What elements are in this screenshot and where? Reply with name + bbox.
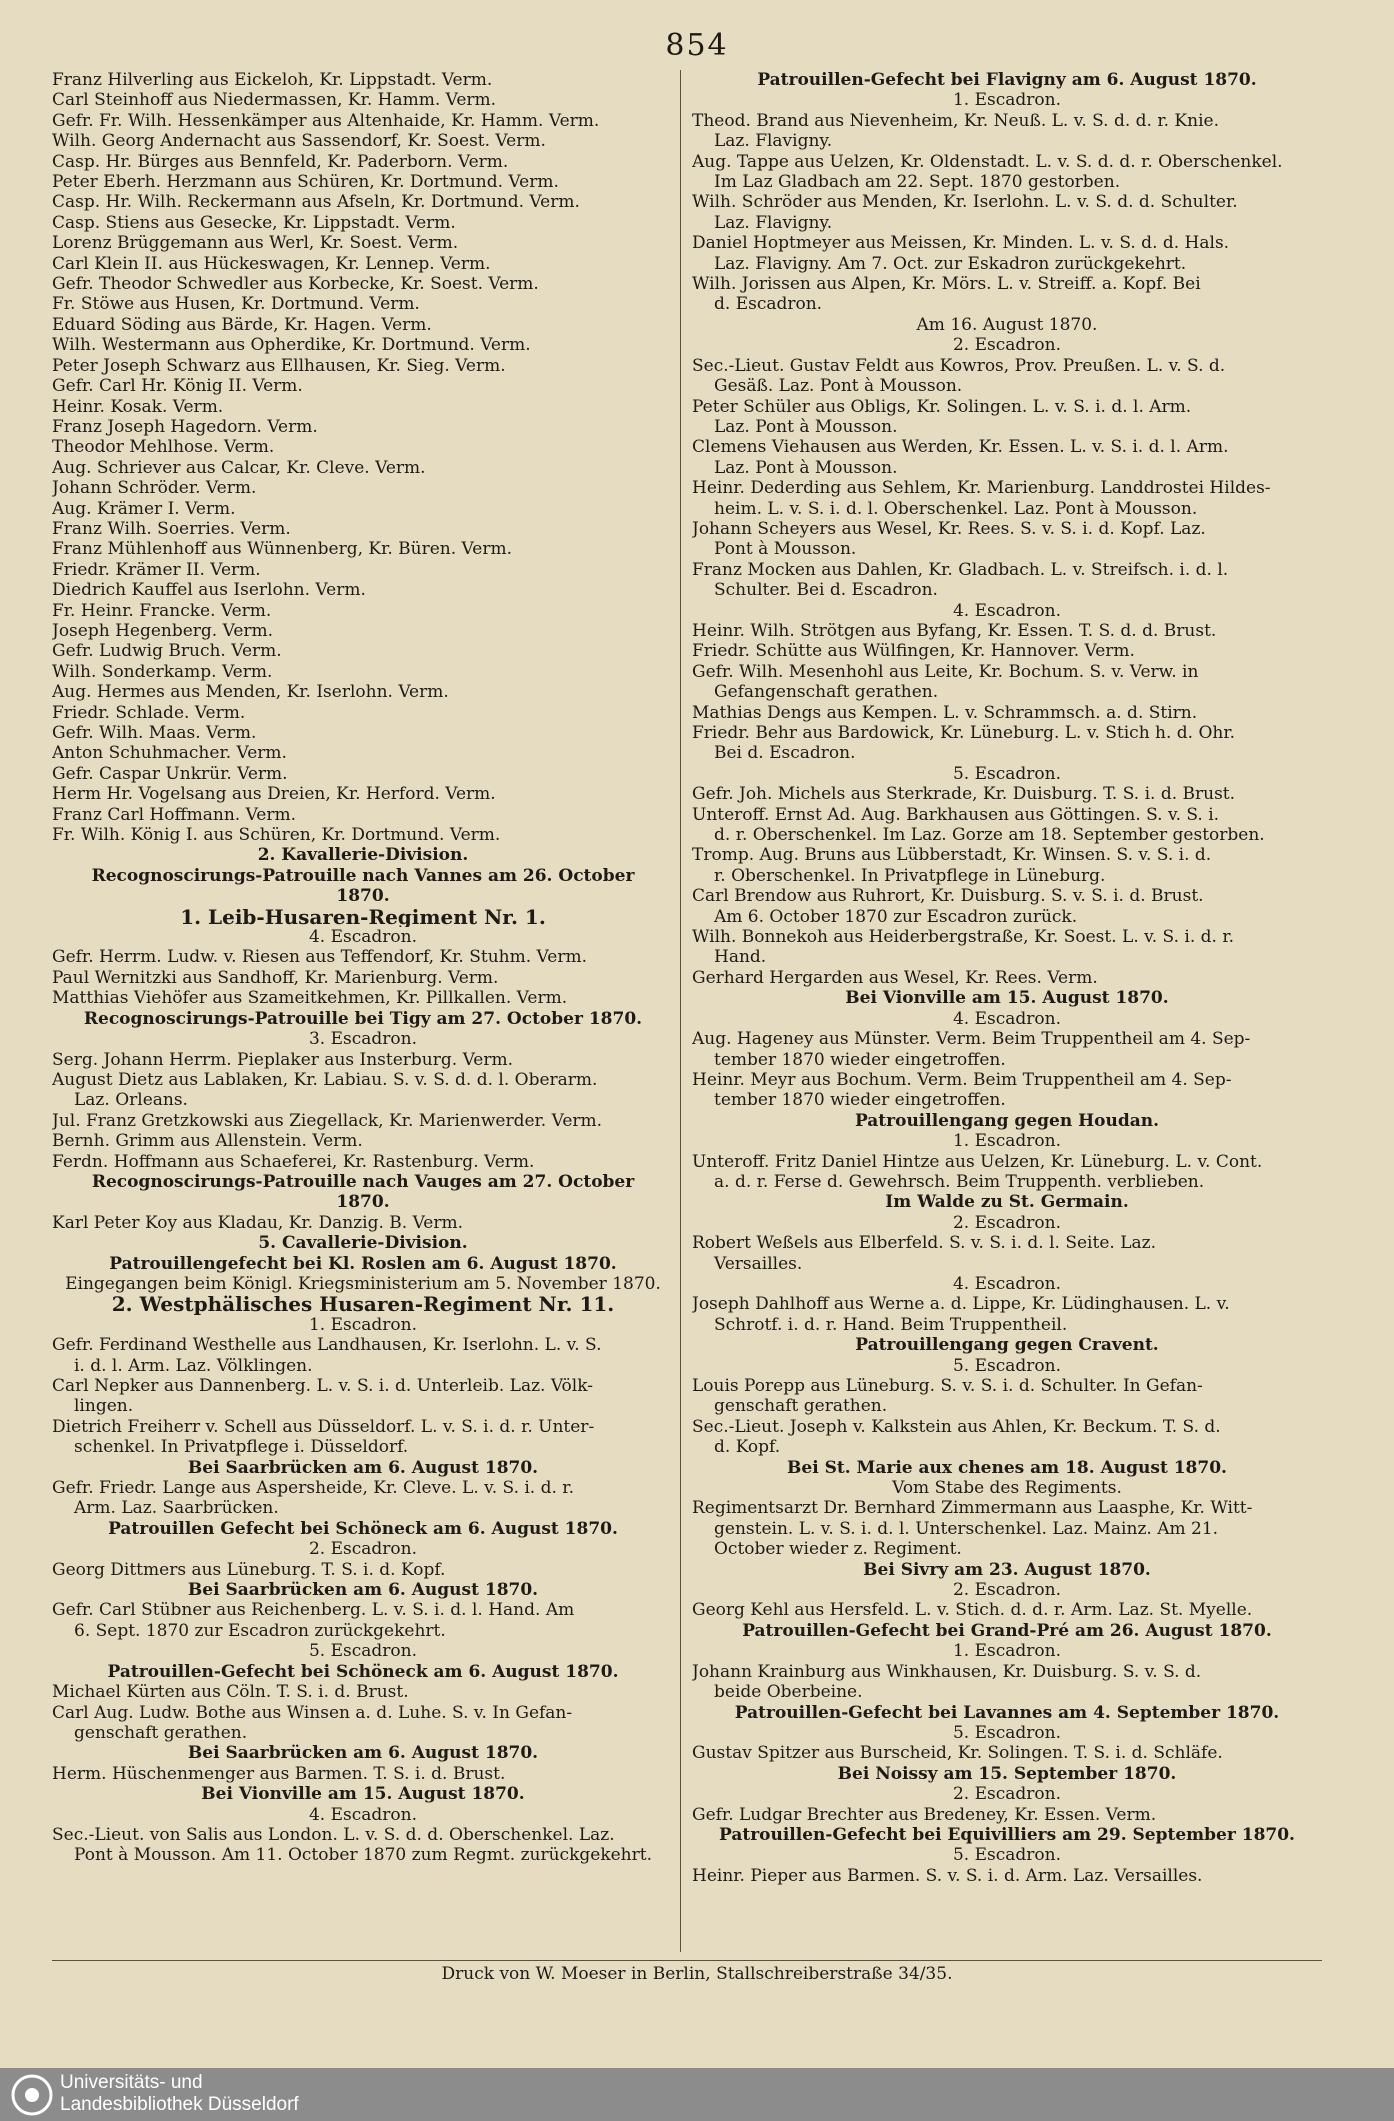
section-heading: 1870. [336, 1192, 390, 1213]
casualty-entry: Clemens Viehausen aus Werden, Kr. Essen. L. v. S. i. d. l. Arm. [692, 437, 1229, 458]
casualty-entry: Wilh. Westermann aus Opherdike, Kr. Dortmund. Verm. [52, 335, 531, 356]
casualty-entry: Franz Hilverling aus Eickeloh, Kr. Lippstadt. Verm. [52, 70, 493, 90]
entry-continuation: d. Kopf. [714, 1437, 781, 1458]
entry-continuation: lingen. [74, 1396, 134, 1417]
casualty-entry: Regimentsarzt Dr. Bernhard Zimmermann aus Laasphe, Kr. Witt- [692, 1498, 1253, 1519]
casualty-entry: Gefr. Wilh. Maas. Verm. [52, 723, 257, 743]
casualty-entry: Carl Klein II. aus Hückeswagen, Kr. Lennep. Verm. [52, 253, 491, 274]
subheading: 4. Escadron. [308, 1804, 417, 1825]
library-logo-icon [10, 2073, 54, 2117]
casualty-entry: Eduard Söding aus Bärde, Kr. Hagen. Verm. [52, 314, 432, 335]
casualty-entry: Unteroff. Fritz Daniel Hintze aus Uelzen, Kr. Lüneburg. L. v. Cont. [692, 1151, 1263, 1172]
casualty-entry: Heinr. Wilh. Strötgen aus Byfang, Kr. Essen. T. S. d. d. Brust. [692, 620, 1217, 641]
casualty-entry: Gefr. Fr. Wilh. Hessenkämper aus Altenhaide, Kr. Hamm. Verm. [52, 110, 600, 131]
casualty-entry: Unteroff. Ernst Ad. Aug. Barkhausen aus Göttingen. S. v. S. i. [692, 804, 1220, 825]
casualty-entry: Jul. Franz Gretzkowski aus Ziegellack, Kr. Marienwerder. Verm. [52, 1110, 603, 1131]
section-heading: Bei Vionville am 15. August 1870. [845, 988, 1169, 1009]
subheading: 1. Escadron. [952, 1131, 1061, 1152]
entry-continuation: Schulter. Bei d. Escadron. [714, 580, 938, 601]
casualty-entry: Gustav Spitzer aus Burscheid, Kr. Solingen. T. S. i. d. Schläfe. [692, 1743, 1223, 1764]
section-heading: Recognoscirungs-Patrouille nach Vannes am 26. October [91, 865, 635, 886]
casualty-entry: Wilh. Georg Andernacht aus Sassendorf, Kr. Soest. Verm. [52, 131, 546, 152]
casualty-entry: Peter Joseph Schwarz aus Ellhausen, Kr. Sieg. Verm. [52, 355, 506, 376]
casualty-entry: Fr. Wilh. König I. aus Schüren, Kr. Dortmund. Verm. [52, 825, 501, 846]
library-name-line1: Universitäts- und [60, 2072, 203, 2093]
casualty-entry: Wilh. Jorissen aus Alpen, Kr. Mörs. L. v. Streiff. a. Kopf. Bei [692, 274, 1201, 295]
casualty-entry: Friedr. Schlade. Verm. [52, 702, 246, 723]
casualty-entry: Lorenz Brüggemann aus Werl, Kr. Soest. Verm. [52, 233, 459, 254]
entry-continuation: genschaft gerathen. [74, 1722, 248, 1743]
casualty-entry: Gefr. Caspar Unkrür. Verm. [52, 763, 288, 784]
casualty-entry: Robert Weßels aus Elberfeld. S. v. S. i. d. l. Seite. Laz. [692, 1233, 1156, 1254]
casualty-entry: Aug. Krämer I. Verm. [52, 498, 236, 519]
casualty-entry: Diedrich Kauffel aus Iserlohn. Verm. [52, 580, 366, 601]
casualty-entry: Herm Hr. Vogelsang aus Dreien, Kr. Herford. Verm. [52, 784, 496, 805]
section-heading: Bei Saarbrücken am 6. August 1870. [187, 1457, 539, 1478]
casualty-entry: Gefr. Theodor Schwedler aus Korbecke, Kr. Soest. Verm. [52, 274, 539, 295]
entry-continuation: Am 6. October 1870 zur Escadron zurück. [714, 906, 1078, 927]
section-heading: Bei Vionville am 15. August 1870. [201, 1784, 525, 1805]
casualty-entry: Tromp. Aug. Bruns aus Lübberstadt, Kr. Winsen. S. v. S. i. d. [692, 845, 1212, 866]
casualty-entry: Gefr. Friedr. Lange aus Aspersheide, Kr. Cleve. L. v. S. i. d. r. [52, 1478, 574, 1499]
entry-continuation: Versailles. [714, 1253, 803, 1274]
casualty-entry: Gefr. Carl Hr. König II. Verm. [52, 376, 303, 397]
casualty-entry: Carl Nepker aus Dannenberg. L. v. S. i. d. Unterleib. Laz. Völk- [52, 1376, 593, 1396]
subheading: 1. Escadron. [952, 1641, 1061, 1662]
entry-continuation: heim. L. v. S. i. d. l. Oberschenkel. Laz. Pont à Mousson. [714, 498, 1198, 519]
section-heading: Bei Noissy am 15. September 1870. [837, 1763, 1177, 1784]
casualty-entry: Sec.-Lieut. Gustav Feldt aus Kowros, Prov. Preußen. L. v. S. d. [692, 355, 1226, 376]
casualty-entry: August Dietz aus Lablaken, Kr. Labiau. S. v. S. d. d. l. Oberarm. [52, 1069, 598, 1090]
casualty-entry: Johann Schröder. Verm. [52, 478, 257, 499]
subheading: 3. Escadron. [308, 1029, 417, 1050]
section-heading: Patrouillengefecht bei Kl. Roslen am 6. August 1870. [109, 1253, 617, 1274]
casualty-entry: Carl Aug. Ludw. Bothe aus Winsen a. d. Luhe. S. v. In Gefan- [52, 1702, 573, 1723]
casualty-entry: Peter Schüler aus Obligs, Kr. Solingen. L. v. S. i. d. l. Arm. [692, 396, 1192, 417]
section-heading: Im Walde zu St. Germain. [885, 1192, 1129, 1213]
casualty-entry: Paul Wernitzki aus Sandhoff, Kr. Marienburg. Verm. [52, 967, 499, 988]
casualty-entry: Johann Scheyers aus Wesel, Kr. Rees. S. v. S. i. d. Kopf. Laz. [692, 518, 1206, 539]
section-heading: Patrouillen-Gefecht bei Schöneck am 6. August 1870. [107, 1661, 619, 1682]
subheading: 2. Escadron. [952, 1212, 1061, 1233]
casualty-entry: Theodor Mehlhose. Verm. [52, 437, 275, 458]
entry-continuation: beide Oberbeine. [714, 1682, 863, 1703]
section-heading: 2. Kavallerie-Division. [257, 845, 469, 866]
subheading: 1. Escadron. [952, 90, 1061, 111]
subheading: 1. Escadron. [308, 1314, 417, 1335]
casualty-entry: Franz Carl Hoffmann. Verm. [52, 804, 297, 825]
subheading: Vom Stabe des Regiments. [892, 1478, 1122, 1499]
section-heading: Bei Saarbrücken am 6. August 1870. [187, 1580, 539, 1601]
casualty-entry: Casp. Stiens aus Gesecke, Kr. Lippstadt. Verm. [52, 212, 456, 233]
casualty-entry: Sec.-Lieut. Joseph v. Kalkstein aus Ahlen, Kr. Beckum. T. S. d. [692, 1416, 1221, 1437]
casualty-entry: Gerhard Hergarden aus Wesel, Kr. Rees. Verm. [692, 967, 1098, 988]
section-heading: Patrouillengang gegen Cravent. [855, 1335, 1159, 1356]
casualty-entry: Heinr. Dederding aus Sehlem, Kr. Marienburg. Landdrostei Hildes- [692, 478, 1271, 499]
entry-continuation: tember 1870 wieder eingetroffen. [714, 1049, 1006, 1070]
subheading: 2. Escadron. [952, 1580, 1061, 1601]
casualty-entry: Georg Kehl aus Hersfeld. L. v. Stich. d. d. r. Arm. Laz. St. Myelle. [692, 1600, 1253, 1621]
page-number: 854 [665, 28, 729, 63]
section-heading: Patrouillen-Gefecht bei Grand-Pré am 26. August 1870. [742, 1620, 1272, 1641]
entry-continuation: tember 1870 wieder eingetroffen. [714, 1090, 1006, 1111]
casualty-entry: Peter Eberh. Herzmann aus Schüren, Kr. Dortmund. Verm. [52, 172, 559, 193]
subheading: 5. Escadron. [308, 1641, 417, 1662]
entry-continuation: i. d. l. Arm. Laz. Völklingen. [74, 1355, 313, 1376]
entry-continuation: genschaft gerathen. [714, 1396, 888, 1417]
entry-continuation: Pont à Mousson. [714, 539, 857, 560]
casualty-entry: Dietrich Freiherr v. Schell aus Düsseldorf. L. v. S. i. d. r. Unter- [52, 1416, 595, 1437]
entry-continuation: Bei d. Escadron. [714, 743, 856, 764]
printer-imprint: Druck von W. Moeser in Berlin, Stallschreiberstraße 34/35. [441, 1964, 953, 1984]
casualty-entry: Bernh. Grimm aus Allenstein. Verm. [52, 1131, 363, 1152]
casualty-entry: Gefr. Ludwig Bruch. Verm. [52, 641, 282, 662]
casualty-entry: Ferdn. Hoffmann aus Schaeferei, Kr. Rastenburg. Verm. [52, 1151, 535, 1172]
casualty-entry: Mathias Dengs aus Kempen. L. v. Schrammsch. a. d. Stirn. [692, 702, 1198, 723]
casualty-entry: Gefr. Carl Stübner aus Reichenberg. L. v. S. i. d. l. Hand. Am [52, 1600, 575, 1621]
casualty-entry: Gefr. Herrm. Ludw. v. Riesen aus Teffendorf, Kr. Stuhm. Verm. [52, 947, 587, 968]
casualty-entry: Johann Krainburg aus Winkhausen, Kr. Duisburg. S. v. S. d. [692, 1661, 1202, 1682]
entry-continuation: October wieder z. Regiment. [714, 1539, 962, 1560]
section-heading: 1870. [336, 886, 390, 907]
casualty-entry: Franz Joseph Hagedorn. Verm. [52, 416, 318, 437]
entry-continuation: Laz. Flavigny. [714, 212, 833, 233]
casualty-entry: Fr. Stöwe aus Husen, Kr. Dortmund. Verm. [52, 294, 420, 315]
subheading: 4. Escadron. [308, 927, 417, 948]
subheading: 4. Escadron. [952, 1008, 1061, 1029]
casualty-entry: Gefr. Ferdinand Westhelle aus Landhausen, Kr. Iserlohn. L. v. S. [52, 1335, 602, 1356]
casualty-entry: Aug. Hageney aus Münster. Verm. Beim Truppentheil am 4. Sep- [692, 1029, 1251, 1050]
subheading: 2. Escadron. [952, 335, 1061, 356]
casualty-entry: Karl Peter Koy aus Kladau, Kr. Danzig. B. Verm. [52, 1212, 463, 1233]
casualty-entry: Gefr. Joh. Michels aus Sterkrade, Kr. Duisburg. T. S. i. d. Brust. [692, 784, 1236, 805]
casualty-entry: Franz Mühlenhoff aus Wünnenberg, Kr. Büren. Verm. [52, 539, 512, 560]
subheading: 5. Escadron. [952, 1845, 1061, 1866]
entry-continuation: r. Oberschenkel. In Privatpflege in Lüneburg. [714, 865, 1106, 886]
casualty-entry: Daniel Hoptmeyer aus Meissen, Kr. Minden. L. v. S. d. d. Hals. [692, 233, 1230, 254]
entry-continuation: Arm. Laz. Saarbrücken. [74, 1498, 279, 1519]
casualty-entry: Theod. Brand aus Nievenheim, Kr. Neuß. L. v. S. d. d. r. Knie. [692, 110, 1219, 131]
subheading: 5. Escadron. [952, 1355, 1061, 1376]
casualty-entry: Heinr. Meyr aus Bochum. Verm. Beim Truppentheil am 4. Sep- [692, 1069, 1232, 1090]
entry-continuation: genstein. L. v. S. i. d. l. Unterschenkel. Laz. Mainz. Am 21. [714, 1518, 1219, 1539]
casualty-entry: Herm. Hüschenmenger aus Barmen. T. S. i. d. Brust. [52, 1763, 506, 1784]
subheading: 5. Escadron. [952, 763, 1061, 784]
subheading: 4. Escadron. [952, 600, 1061, 621]
casualty-entry: Wilh. Sonderkamp. Verm. [52, 661, 273, 682]
casualty-entry: Wilh. Bonnekoh aus Heiderbergstraße, Kr. Soest. L. v. S. i. d. r. [692, 927, 1234, 948]
subheading: 5. Escadron. [952, 1722, 1061, 1743]
casualty-entry: Sec.-Lieut. von Salis aus London. L. v. S. d. d. Oberschenkel. Laz. [52, 1824, 615, 1845]
section-heading: 2. Westphälisches Husaren-Regiment Nr. 11. [111, 1294, 615, 1315]
entry-continuation: d. r. Oberschenkel. Im Laz. Gorze am 18. September gestorben. [714, 825, 1265, 846]
casualty-entry: Aug. Tappe aus Uelzen, Kr. Oldenstadt. L. v. S. d. d. r. Oberschenkel. [692, 151, 1283, 172]
entry-continuation: Gefangenschaft gerathen. [714, 682, 939, 703]
entry-continuation: a. d. r. Ferse d. Gewehrsch. Beim Truppenth. verblieben. [714, 1171, 1205, 1192]
casualty-entry: Heinr. Kosak. Verm. [52, 396, 224, 417]
left-column [52, 70, 674, 1866]
casualty-entry: Louis Porepp aus Lüneburg. S. v. S. i. d. Schulter. In Gefan- [692, 1376, 1203, 1396]
column-divider [680, 70, 681, 1952]
entry-continuation: d. Escadron. [714, 294, 823, 315]
casualty-entry: Friedr. Behr aus Bardowick, Kr. Lüneburg. L. v. Stich h. d. Ohr. [692, 723, 1236, 743]
casualty-entry: Carl Brendow aus Ruhrort, Kr. Duisburg. S. v. S. i. d. Brust. [692, 886, 1204, 907]
casualty-entry: Fr. Heinr. Francke. Verm. [52, 600, 272, 621]
section-heading: Patrouillen-Gefecht bei Flavigny am 6. August 1870. [757, 70, 1257, 90]
casualty-entry: Franz Mocken aus Dahlen, Kr. Gladbach. L. v. Streifsch. i. d. l. [692, 559, 1229, 580]
casualty-entry: Heinr. Pieper aus Barmen. S. v. S. i. d. Arm. Laz. Versailles. [692, 1865, 1203, 1886]
section-heading: Bei Sivry am 23. August 1870. [863, 1559, 1151, 1580]
right-column [692, 70, 1322, 1886]
section-heading: Patrouillengang gegen Houdan. [854, 1110, 1160, 1131]
section-heading: Patrouillen-Gefecht bei Equivilliers am 29. September 1870. [719, 1824, 1295, 1845]
subheading: Am 16. August 1870. [916, 314, 1098, 335]
subheading: 2. Escadron. [952, 1784, 1061, 1805]
section-heading: Recognoscirungs-Patrouille bei Tigy am 27. October 1870. [83, 1008, 643, 1029]
entry-continuation: Im Laz Gladbach am 22. Sept. 1870 gestorben. [714, 172, 1121, 193]
casualty-entry: Casp. Hr. Wilh. Reckermann aus Afseln, Kr. Dortmund. Verm. [52, 192, 580, 213]
entry-continuation: 6. Sept. 1870 zur Escadron zurückgekehrt. [74, 1620, 446, 1641]
entry-continuation: Laz. Flavigny. Am 7. Oct. zur Eskadron zurückgekehrt. [714, 253, 1187, 274]
subheading: Eingegangen beim Königl. Kriegsministerium am 5. November 1870. [65, 1273, 661, 1294]
entry-continuation: Laz. Orleans. [74, 1090, 188, 1111]
entry-continuation: Laz. Pont à Mousson. [714, 416, 898, 437]
subheading: 4. Escadron. [952, 1273, 1061, 1294]
section-heading: Patrouillen-Gefecht bei Lavannes am 4. September 1870. [734, 1702, 1280, 1723]
casualty-entry: Michael Kürten aus Cöln. T. S. i. d. Brust. [52, 1682, 409, 1703]
subheading: 2. Escadron. [308, 1539, 417, 1560]
entry-continuation: Schrotf. i. d. r. Hand. Beim Truppentheil. [714, 1314, 1068, 1335]
section-heading: 5. Cavallerie-Division. [258, 1233, 468, 1254]
casualty-entry: Casp. Hr. Bürges aus Bennfeld, Kr. Paderborn. Verm. [52, 151, 509, 172]
casualty-entry: Gefr. Ludgar Brechter aus Bredeney, Kr. Essen. Verm. [692, 1804, 1157, 1825]
casualty-entry: Friedr. Schütte aus Wülfingen, Kr. Hannover. Verm. [692, 641, 1135, 662]
casualty-entry: Serg. Johann Herrm. Pieplaker aus Insterburg. Verm. [52, 1049, 514, 1070]
section-heading: 1. Leib-Husaren-Regiment Nr. 1. [180, 906, 546, 928]
casualty-entry: Matthias Viehöfer aus Szameitkehmen, Kr. Pillkallen. Verm. [52, 988, 568, 1009]
casualty-entry: Joseph Hegenberg. Verm. [52, 620, 274, 641]
casualty-entry: Carl Steinhoff aus Niedermassen, Kr. Hamm. Verm. [52, 90, 497, 111]
casualty-entry: Joseph Dahlhoff aus Werne a. d. Lippe, Kr. Lüdinghausen. L. v. [692, 1294, 1230, 1315]
section-heading: Bei St. Marie aux chenes am 18. August 1870. [787, 1457, 1227, 1478]
casualty-entry: Friedr. Krämer II. Verm. [52, 559, 261, 580]
entry-continuation: Laz. Flavigny. [714, 131, 833, 152]
entry-continuation: Pont à Mousson. Am 11. October 1870 zum Regmt. zurückgekehrt. [74, 1845, 652, 1866]
section-heading: Bei Saarbrücken am 6. August 1870. [187, 1743, 539, 1764]
casualty-entry: Aug. Schriever aus Calcar, Kr. Cleve. Verm. [52, 457, 426, 478]
entry-continuation: Laz. Pont à Mousson. [714, 457, 898, 478]
casualty-entry: Anton Schuhmacher. Verm. [52, 743, 287, 764]
library-name [60, 2072, 299, 2116]
casualty-entry: Gefr. Wilh. Mesenhohl aus Leite, Kr. Bochum. S. v. Verw. in [692, 661, 1199, 682]
casualty-entry: Wilh. Schröder aus Menden, Kr. Iserlohn. L. v. S. d. d. Schulter. [692, 192, 1238, 213]
section-heading: Patrouillen Gefecht bei Schöneck am 6. August 1870. [108, 1518, 618, 1539]
casualty-entry: Aug. Hermes aus Menden, Kr. Iserlohn. Verm. [52, 682, 449, 703]
entry-continuation: Gesäß. Laz. Pont à Mousson. [714, 376, 963, 397]
casualty-entry: Georg Dittmers aus Lüneburg. T. S. i. d. Kopf. [52, 1559, 446, 1580]
entry-continuation: schenkel. In Privatpflege i. Düsseldorf. [74, 1437, 409, 1458]
casualty-entry: Franz Wilh. Soerries. Verm. [52, 518, 291, 539]
footer-rule [52, 1960, 1322, 1961]
library-name-line2: Landesbibliothek Düsseldorf [60, 2094, 299, 2115]
entry-continuation: Hand. [714, 947, 767, 968]
section-heading: Recognoscirungs-Patrouille nach Vauges am 27. October [91, 1171, 635, 1192]
